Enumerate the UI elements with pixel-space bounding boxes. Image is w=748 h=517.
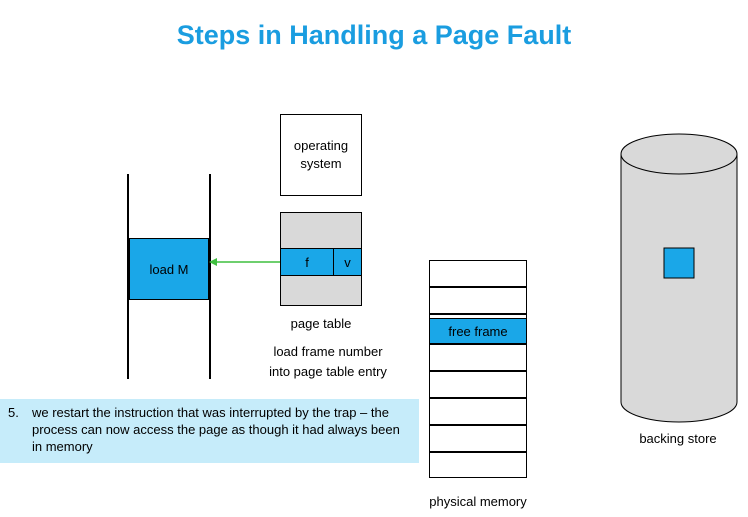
free-frame: [429, 318, 527, 344]
memory-frame: [429, 398, 527, 425]
page-table-entry: [280, 248, 362, 276]
page-table-label: page table: [290, 316, 352, 331]
memory-frame: [429, 260, 527, 287]
physical-memory-label: physical memory: [429, 494, 527, 509]
memory-frame: [429, 452, 527, 478]
load-instruction-box: [129, 238, 209, 300]
page-table-valid-cell: v: [344, 254, 351, 270]
free-frame-label: free frame: [448, 323, 508, 339]
step-description: we restart the instruction that was interrupted by the trap – the process can now access the page as though it had always been in memory: [32, 405, 400, 454]
step-label: load frame number into page table entry: [269, 344, 387, 379]
page-table-frame-cell: f: [281, 249, 334, 275]
page-title: Steps in Handling a Page Fault: [176, 20, 572, 50]
memory-frame: [429, 287, 527, 314]
backing-store-page: [664, 248, 694, 278]
operating-system-label: operating system: [293, 138, 349, 171]
reference-arrow: [205, 252, 285, 272]
operating-system-box: [280, 114, 362, 196]
step-number: 5.: [8, 405, 19, 420]
process-right-border: [209, 174, 211, 379]
backing-store-cylinder: [615, 132, 745, 428]
memory-frame: [429, 371, 527, 398]
step-callout: [0, 399, 419, 463]
backing-store-label: backing store: [639, 431, 717, 446]
memory-frame: [429, 425, 527, 452]
memory-frame: [429, 344, 527, 371]
load-instruction-label: load M: [149, 261, 189, 277]
